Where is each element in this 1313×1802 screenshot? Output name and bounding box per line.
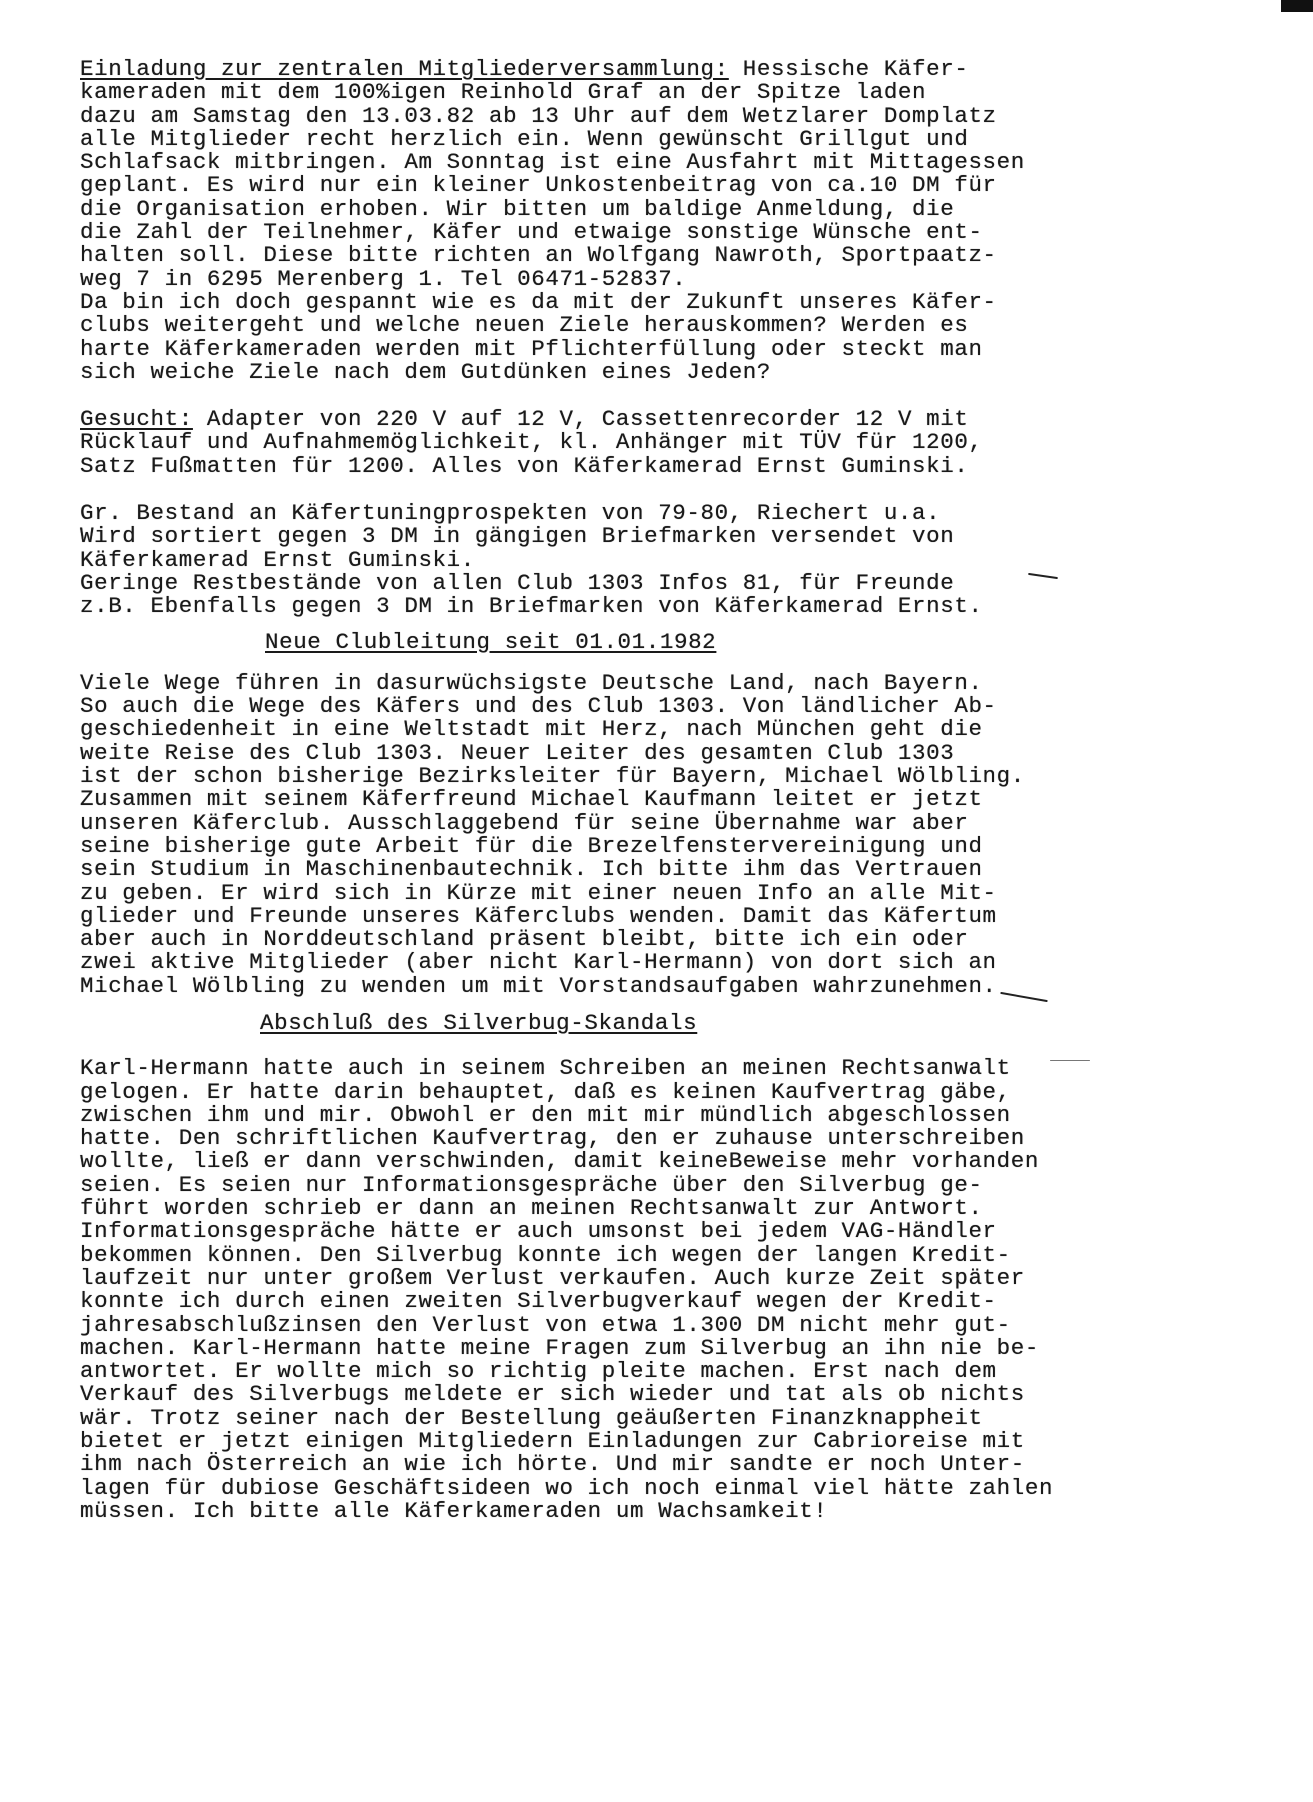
section-heading-text: Neue Clubleitung seit 01.01.1982 bbox=[265, 628, 717, 655]
text-line: lagen für dubiose Geschäftsideen wo ich noch einmal viel hätte zahlen bbox=[80, 1474, 1054, 1501]
text-line: halten soll. Diese bitte richten an Wolfgang Nawroth, Sportpaatz- bbox=[80, 242, 997, 269]
text-line: dazu am Samstag den 13.03.82 ab 13 Uhr auf dem Wetzlarer Domplatz bbox=[80, 102, 997, 129]
text-line: seine bisherige gute Arbeit für die Brezelfenstervereinigung und bbox=[80, 832, 983, 859]
invitation-heading: Einladung zur zentralen Mitgliederversammlung: bbox=[80, 56, 729, 82]
text-line: seien. Es seien nur Informationsgespräche über den Silverbug ge- bbox=[80, 1171, 983, 1198]
section-heading-silverbug bbox=[80, 1009, 1160, 1036]
text-line: führt worden schrieb er dann an meinen Rechtsanwalt zur Antwort. bbox=[80, 1195, 983, 1222]
text-line: So auch die Wege des Käfers und des Club 1303. Von ländlicher Ab- bbox=[80, 693, 997, 720]
text-line bbox=[80, 58, 1160, 81]
wanted-paragraph bbox=[80, 408, 1160, 478]
text-line: zwischen ihm und mir. Obwohl er den mit mir mündlich abgeschlossen bbox=[80, 1101, 1011, 1128]
text-line: Geringe Restbestände von allen Club 1303 Infos 81, für Freunde bbox=[80, 569, 955, 596]
text-line: Zusammen mit seinem Käferfreund Michael Kaufmann leitet er jetzt bbox=[80, 786, 983, 813]
text-line: geplant. Es wird nur ein kleiner Unkostenbeitrag von ca.10 DM für bbox=[80, 172, 997, 199]
text-line: Schlafsack mitbringen. Am Sonntag ist eine Ausfahrt mit Mittagessen bbox=[80, 149, 1025, 176]
text-line: gelogen. Er hatte darin behauptet, daß es keinen Kaufvertrag gäbe, bbox=[80, 1078, 1011, 1105]
text-line: bietet er jetzt einigen Mitgliedern Einladungen zur Cabrioreise mit bbox=[80, 1428, 1025, 1455]
text-line: antwortet. Er wollte mich so richtig pleite machen. Erst nach dem bbox=[80, 1358, 997, 1385]
invitation-paragraph bbox=[80, 58, 1160, 384]
text-line: aber auch in Norddeutschland präsent bleibt, bitte ich ein oder bbox=[80, 926, 969, 953]
text-line: bekommen können. Den Silverbug konnte ich wegen der langen Kredit- bbox=[80, 1241, 1011, 1268]
text-line: glieder und Freunde unseres Käferclubs wenden. Damit das Käfertum bbox=[80, 902, 997, 929]
text-line: sein Studium in Maschinenbautechnik. Ich bitte ihm das Vertrauen bbox=[80, 856, 983, 883]
text-line: harte Käferkameraden werden mit Pflichterfüllung oder steckt man bbox=[80, 335, 983, 362]
text-line: clubs weitergeht und welche neuen Ziele herauskommen? Werden es bbox=[80, 312, 969, 339]
text-line: Karl-Hermann hatte auch in seinem Schreiben an meinen Rechtsanwalt bbox=[80, 1055, 1011, 1082]
text-line: die Organisation erhoben. Wir bitten um baldige Anmeldung, die bbox=[80, 195, 955, 222]
text-line: ihm nach Österreich an wie ich hörte. Und mir sandte er noch Unter- bbox=[80, 1451, 1025, 1478]
clubleitung-paragraph bbox=[80, 669, 1160, 999]
text-line: z.B. Ebenfalls gegen 3 DM in Briefmarken von Käferkamerad Ernst. bbox=[80, 593, 983, 620]
wanted-heading-rest: Adapter von 220 V auf 12 V, Cassettenrecorder 12 V mit bbox=[192, 406, 969, 433]
scan-corner-mark bbox=[1281, 0, 1313, 12]
section-heading-clubleitung bbox=[80, 628, 1160, 655]
text-line: zwei aktive Mitglieder (aber nicht Karl-Hermann) von dort sich an bbox=[80, 949, 997, 976]
text-line: Wird sortiert gegen 3 DM in gängigen Briefmarken versendet von bbox=[80, 523, 955, 550]
text-line: Gr. Bestand an Käfertuningprospekten von 79-80, Riechert u.a. bbox=[80, 500, 941, 527]
text-line: ist der schon bisherige Bezirksleiter für Bayern, Michael Wölbling. bbox=[80, 763, 1025, 790]
document-page bbox=[80, 58, 1160, 1523]
text-line: weg 7 in 6295 Merenberg 1. Tel 06471-52837. bbox=[80, 265, 687, 292]
text-line: jahresabschlußzinsen den Verlust von etwa 1.300 DM nicht mehr gut- bbox=[80, 1311, 1011, 1338]
text-line: Rücklauf und Aufnahmemöglichkeit, kl. Anhänger mit TÜV für 1200, bbox=[80, 429, 983, 456]
text-line: wollte, ließ er dann verschwinden, damit keineBeweise mehr vorhanden bbox=[80, 1148, 1039, 1175]
text-line: kameraden mit dem 100%igen Reinhold Graf an der Spitze laden bbox=[80, 79, 927, 106]
text-line: Michael Wölbling zu wenden um mit Vorstandsaufgaben wahrzunehmen. bbox=[80, 972, 997, 999]
text-line: Da bin ich doch gespannt wie es da mit der Zukunft unseres Käfer- bbox=[80, 288, 997, 315]
invitation-heading-rest: Hessische Käfer- bbox=[728, 56, 969, 82]
section-heading-text: Abschluß des Silverbug-Skandals bbox=[260, 1009, 698, 1036]
text-line: wär. Trotz seiner nach der Bestellung geäußerten Finanzknappheit bbox=[80, 1404, 983, 1431]
wanted-heading: Gesucht: bbox=[80, 406, 193, 433]
text-line: Käferkamerad Ernst Guminski. bbox=[80, 546, 475, 573]
text-line: Viele Wege führen in dasurwüchsigste Deutsche Land, nach Bayern. bbox=[80, 669, 983, 696]
text-line: sich weiche Ziele nach dem Gutdünken eines Jeden? bbox=[80, 358, 772, 385]
text-line: geschiedenheit in eine Weltstadt mit Herz, nach München geht die bbox=[80, 716, 983, 743]
text-line: laufzeit nur unter großem Verlust verkaufen. Auch kurze Zeit später bbox=[80, 1264, 1025, 1291]
text-line bbox=[80, 408, 1160, 431]
text-line: zu geben. Er wird sich in Kürze mit einer neuen Info an alle Mit- bbox=[80, 879, 997, 906]
text-line: müssen. Ich bitte alle Käferkameraden um Wachsamkeit! bbox=[80, 1497, 828, 1524]
stock-paragraph bbox=[80, 502, 1160, 618]
text-line: konnte ich durch einen zweiten Silverbugverkauf wegen der Kredit- bbox=[80, 1288, 997, 1315]
text-line: Verkauf des Silverbugs meldete er sich wieder und tat als ob nichts bbox=[80, 1381, 1025, 1408]
text-line: die Zahl der Teilnehmer, Käfer und etwaige sonstige Wünsche ent- bbox=[80, 219, 983, 246]
text-line: hatte. Den schriftlichen Kaufvertrag, den er zuhause unterschreiben bbox=[80, 1125, 1025, 1152]
text-line: unseren Käferclub. Ausschlaggebend für seine Übernahme war aber bbox=[80, 809, 969, 836]
text-line: machen. Karl-Hermann hatte meine Fragen zum Silverbug an ihn nie be- bbox=[80, 1334, 1039, 1361]
text-line: alle Mitglieder recht herzlich ein. Wenn gewünscht Grillgut und bbox=[80, 125, 969, 152]
text-line: weite Reise des Club 1303. Neuer Leiter des gesamten Club 1303 bbox=[80, 739, 955, 766]
silverbug-paragraph bbox=[80, 1057, 1160, 1523]
text-line: Satz Fußmatten für 1200. Alles von Käferkamerad Ernst Guminski. bbox=[80, 452, 969, 479]
text-line: Informationsgespräche hätte er auch umsonst bei jedem VAG-Händler bbox=[80, 1218, 997, 1245]
